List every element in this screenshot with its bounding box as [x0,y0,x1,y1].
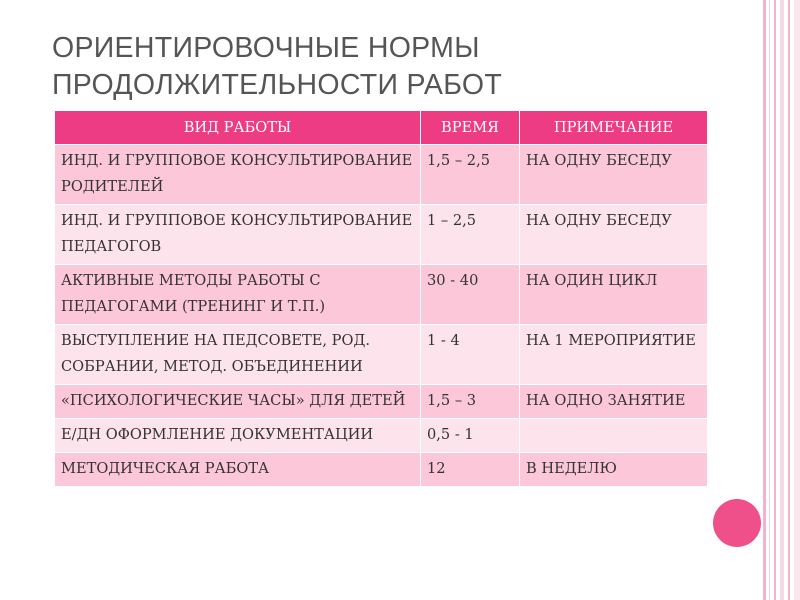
table-row [55,205,708,265]
note-cell [520,419,708,453]
slide-title-line-2: ПРОДОЛЖИТЕЛЬНОСТИ РАБОТ [52,69,503,101]
slide-title [52,30,692,104]
column-header-work-type: ВИД РАБОТЫ [55,111,421,145]
work-type-cell: АКТИВНЫЕ МЕТОДЫ РАБОТЫ С ПЕДАГОГАМИ (ТРЕНИНГ И Т.П.) [55,265,421,325]
decorative-stripe [794,0,800,600]
time-cell: 1 – 2,5 [421,205,520,265]
table-row [55,145,708,205]
time-cell: 1,5 – 2,5 [421,145,520,205]
work-type-cell: ИНД. И ГРУППОВОЕ КОНСУЛЬТИРОВАНИЕ РОДИТЕЛЕЙ [55,145,421,205]
decorative-stripe [780,0,784,600]
work-type-cell: МЕТОДИЧЕСКАЯ РАБОТА [55,453,421,487]
decorative-stripe [763,0,766,600]
table-row [55,265,708,325]
table-row [55,419,708,453]
time-cell: 0,5 - 1 [421,419,520,453]
slide-title-line-1: ОРИЕНТИРОВОЧНЫЕ НОРМЫ [52,32,480,64]
note-cell: НА 1 МЕРОПРИЯТИЕ [520,325,708,385]
note-cell: НА ОДИН ЦИКЛ [520,265,708,325]
work-type-cell: «ПСИХОЛОГИЧЕСКИЕ ЧАСЫ» ДЛЯ ДЕТЕЙ [55,385,421,419]
work-type-cell: ИНД. И ГРУППОВОЕ КОНСУЛЬТИРОВАНИЕ ПЕДАГОГОВ [55,205,421,265]
time-cell: 12 [421,453,520,487]
table-row [55,385,708,419]
decorative-circle [713,499,761,547]
time-cell: 30 - 40 [421,265,520,325]
norms-table [54,110,708,487]
work-type-cell: ВЫСТУПЛЕНИЕ НА ПЕДСОВЕТЕ, РОД. СОБРАНИИ, МЕТОД. ОБЪЕДИНЕНИИ [55,325,421,385]
work-type-cell: Е/ДН ОФОРМЛЕНИЕ ДОКУМЕНТАЦИИ [55,419,421,453]
note-cell: НА ОДНУ БЕСЕДУ [520,205,708,265]
note-cell: В НЕДЕЛЮ [520,453,708,487]
note-cell: НА ОДНО ЗАНЯТИЕ [520,385,708,419]
decorative-stripe [788,0,790,600]
time-cell: 1 - 4 [421,325,520,385]
table-row [55,453,708,487]
time-cell: 1,5 – 3 [421,385,520,419]
table-row [55,325,708,385]
decorative-stripe [774,0,776,600]
table-header-row [55,111,708,145]
column-header-time: ВРЕМЯ [421,111,520,145]
decorative-stripe [769,0,770,600]
column-header-note: ПРИМЕЧАНИЕ [520,111,708,145]
note-cell: НА ОДНУ БЕСЕДУ [520,145,708,205]
